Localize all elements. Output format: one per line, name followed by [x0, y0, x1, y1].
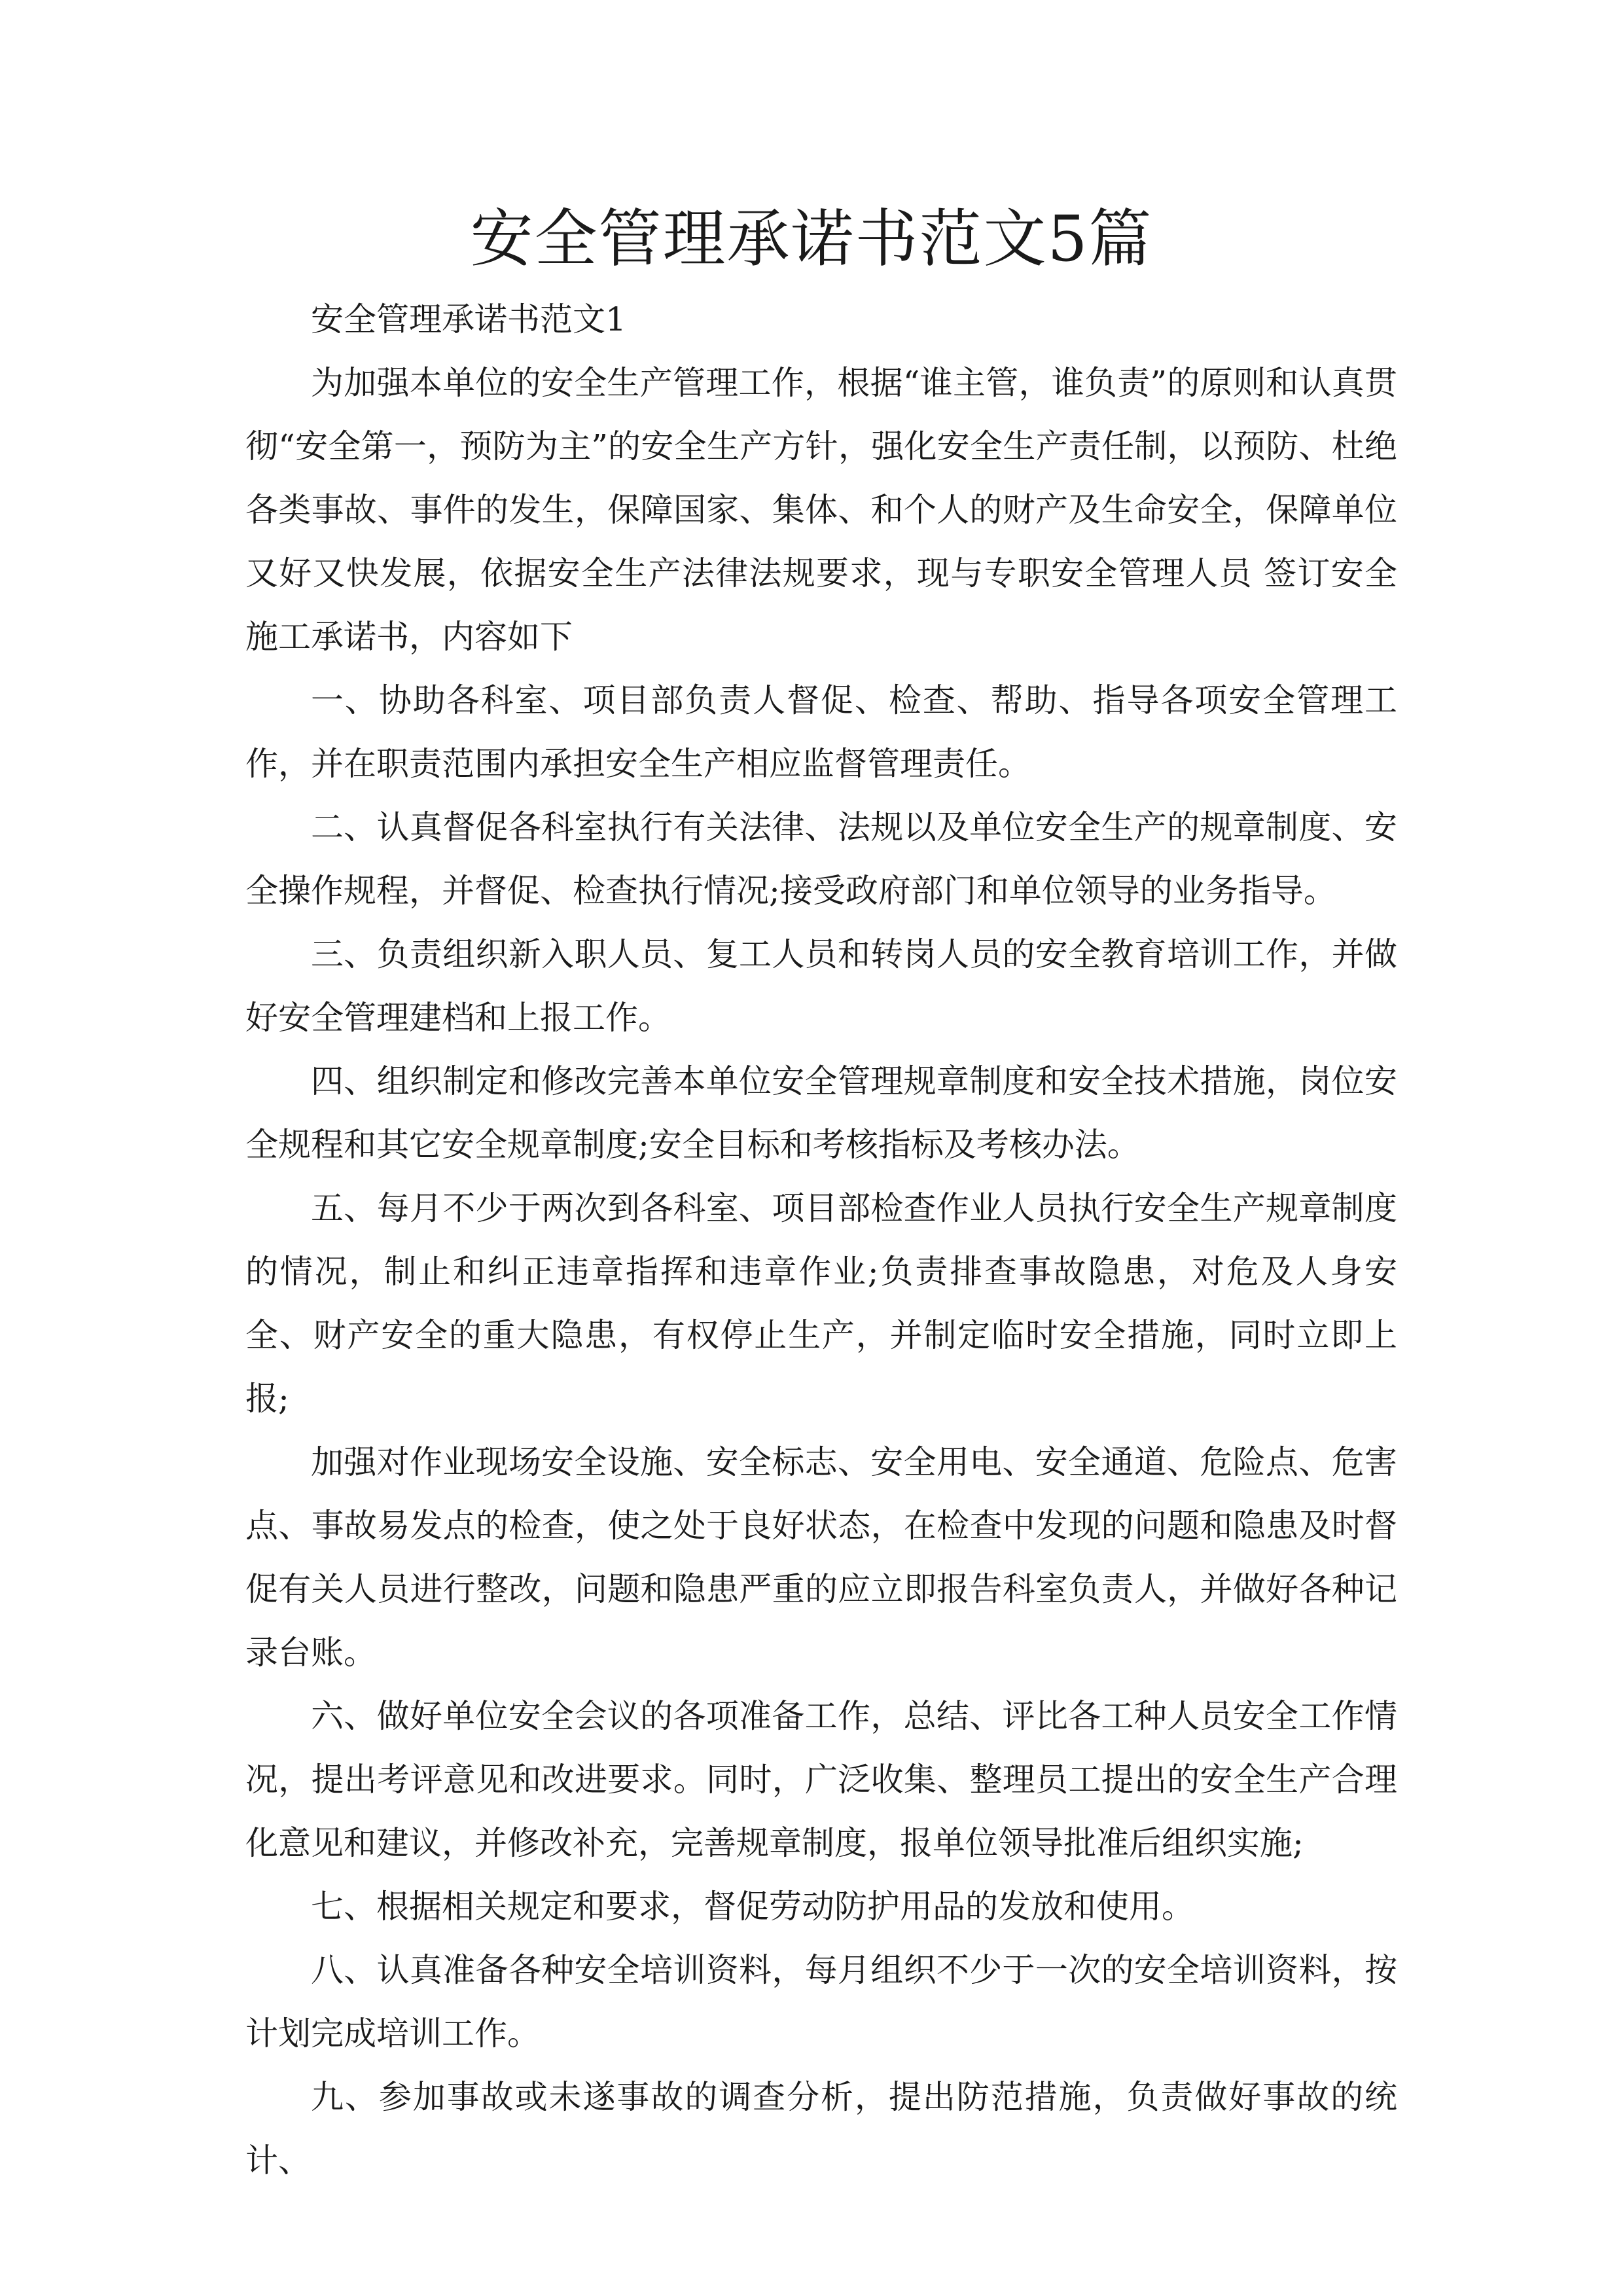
paragraph: 加强对作业现场安全设施、安全标志、安全用电、安全通道、危险点、危害点、事故易发点的检查，使之处于良好状态，在检查中发现的问题和隐患及时督促有关人员进行整改，问题和隐患严重的应立即报告科室负责人，并做好各种记录台账。: [245, 1443, 1397, 1672]
paragraph: 八、认真准备各种安全培训资料，每月组织不少于一次的安全培训资料，按计划完成培训工作。: [245, 1951, 1397, 2053]
paragraph: 六、做好单位安全会议的各项准备工作，总结、评比各工种人员安全工作情况，提出考评意见和改进要求。同时，广泛收集、整理员工提出的安全生产合理化意见和建议，并修改补充，完善规章制度，报单位领导批准后组织实施;: [245, 1697, 1397, 1862]
paragraph: 一、协助各科室、项目部负责人督促、检查、帮助、指导各项安全管理工作，并在职责范围内承担安全生产相应监督管理责任。: [245, 681, 1397, 783]
paragraph-subtitle: 安全管理承诺书范文1: [311, 300, 626, 338]
paragraph: 五、每月不少于两次到各科室、项目部检查作业人员执行安全生产规章制度的情况，制止和纠正违章指挥和违章作业;负责排查事故隐患，对危及人身安全、财产安全的重大隐患，有权停止生产，并制定临时安全措施，同时立即上报;: [245, 1189, 1397, 1418]
document-body: [245, 288, 1397, 2193]
paragraph: 二、认真督促各科室执行有关法律、法规以及单位安全生产的规章制度、安全操作规程，并督促、检查执行情况;接受政府部门和单位领导的业务指导。: [245, 808, 1397, 910]
paragraph: 三、负责组织新入职人员、复工人员和转岗人员的安全教育培训工作，并做好安全管理建档和上报工作。: [245, 935, 1397, 1037]
paragraph: 四、组织制定和修改完善本单位安全管理规章制度和安全技术措施，岗位安全规程和其它安全规章制度;安全目标和考核指标及考核办法。: [245, 1062, 1397, 1164]
paragraph: 九、参加事故或未遂事故的调查分析，提出防范措施，负责做好事故的统计、: [245, 2078, 1397, 2179]
paragraph: 为加强本单位的安全生产管理工作，根据“谁主管，谁负责”的原则和认真贯彻“安全第一，预防为主”的安全生产方针，强化安全生产责任制，以预防、杜绝各类事故、事件的发生，保障国家、集体、和个人的财产及生命安全，保障单位又好又快发展，依据安全生产法律法规要求，现与专职安全管理人员 签订安全施工承诺书，内容如下: [245, 364, 1397, 656]
document-title: 安全管理承诺书范文5篇: [470, 202, 1153, 276]
paragraph: 七、根据相关规定和要求，督促劳动防护用品的发放和使用。: [311, 1888, 1194, 1926]
